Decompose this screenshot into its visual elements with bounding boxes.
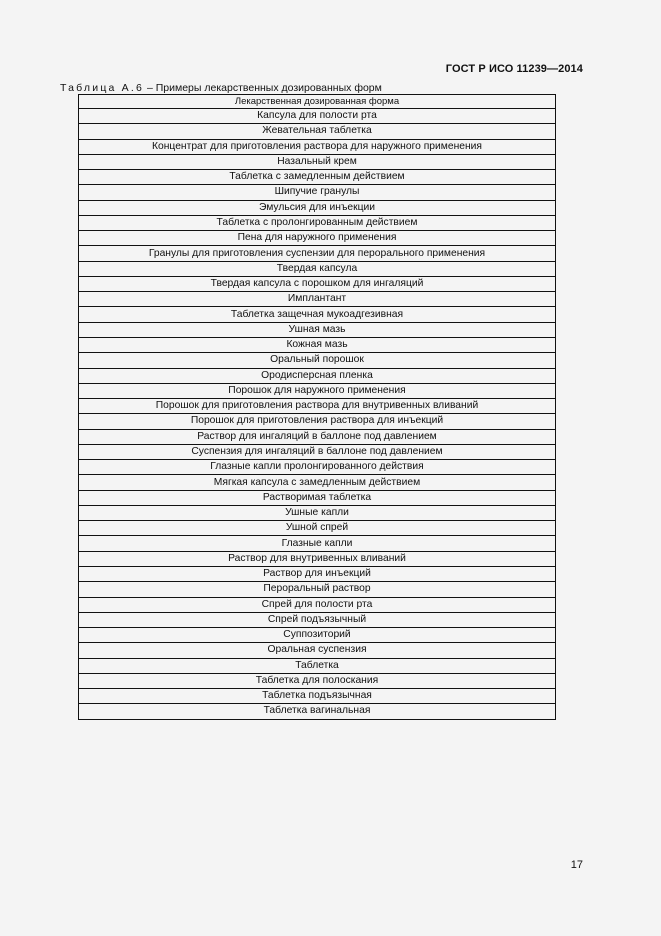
table-row — [79, 521, 556, 536]
table-cell: Таблетка для полоскания — [79, 673, 556, 688]
table-cell: Таблетка — [79, 658, 556, 673]
column-header: Лекарственная дозированная форма — [79, 95, 556, 109]
table-cell: Гранулы для приготовления суспензии для перорального применения — [79, 246, 556, 261]
table-row — [79, 185, 556, 200]
table-cell: Ородисперсная пленка — [79, 368, 556, 383]
table-cell: Раствор для инъекций — [79, 566, 556, 581]
table-row — [79, 582, 556, 597]
table-row — [79, 246, 556, 261]
table-cell: Назальный крем — [79, 154, 556, 169]
table-row — [79, 475, 556, 490]
table-row — [79, 231, 556, 246]
table-cell: Раствор для ингаляций в баллоне под давлением — [79, 429, 556, 444]
table-row — [79, 444, 556, 459]
table-row — [79, 490, 556, 505]
table-cell: Эмульсия для инъекции — [79, 200, 556, 215]
table-caption — [60, 82, 382, 94]
page-number: 17 — [570, 859, 583, 871]
table-row — [79, 399, 556, 414]
table-row — [79, 551, 556, 566]
table-row — [79, 368, 556, 383]
table-caption-dash: – — [146, 82, 153, 94]
table-row — [79, 200, 556, 215]
table-row — [79, 322, 556, 337]
table-row — [79, 536, 556, 551]
table-row — [79, 170, 556, 185]
document-code: ГОСТ Р ИСО 11239—2014 — [445, 63, 583, 75]
table-row — [79, 307, 556, 322]
table-cell: Глазные капли — [79, 536, 556, 551]
table-row — [79, 154, 556, 169]
table-row — [79, 414, 556, 429]
table-row — [79, 612, 556, 627]
table-cell: Таблетка подъязычная — [79, 689, 556, 704]
table-cell: Пена для наружного применения — [79, 231, 556, 246]
table-row — [79, 566, 556, 581]
table-cell: Таблетка с пролонгированным действием — [79, 215, 556, 230]
table-header-row — [79, 95, 556, 109]
table-row — [79, 597, 556, 612]
table-row — [79, 643, 556, 658]
table-cell: Порошок для наружного применения — [79, 383, 556, 398]
table-cell: Мягкая капсула с замедленным действием — [79, 475, 556, 490]
table-row — [79, 337, 556, 352]
table-row — [79, 628, 556, 643]
table-row — [79, 429, 556, 444]
table-cell: Таблетка с замедленным действием — [79, 170, 556, 185]
table-row — [79, 215, 556, 230]
table-row — [79, 292, 556, 307]
table-cell: Глазные капли пролонгированного действия — [79, 460, 556, 475]
dosage-forms-table — [78, 94, 556, 720]
table-cell: Оральный порошок — [79, 353, 556, 368]
table-cell: Таблетка защечная мукоадгезивная — [79, 307, 556, 322]
table-row — [79, 460, 556, 475]
table-cell: Спрей подъязычный — [79, 612, 556, 627]
table-row — [79, 383, 556, 398]
table-row — [79, 124, 556, 139]
table-cell: Жевательная таблетка — [79, 124, 556, 139]
table-cell: Твердая капсула — [79, 261, 556, 276]
table-cell: Порошок для приготовления раствора для инъекций — [79, 414, 556, 429]
table-cell: Ушной спрей — [79, 521, 556, 536]
table-cell: Концентрат для приготовления раствора для наружного применения — [79, 139, 556, 154]
table-cell: Растворимая таблетка — [79, 490, 556, 505]
table-cell: Суппозиторий — [79, 628, 556, 643]
table-cell: Ушные капли — [79, 505, 556, 520]
table-cell: Раствор для внутривенных вливаний — [79, 551, 556, 566]
table-body — [79, 109, 556, 720]
table-cell: Порошок для приготовления раствора для внутривенных вливаний — [79, 399, 556, 414]
table-cell: Пероральный раствор — [79, 582, 556, 597]
table-row — [79, 689, 556, 704]
table-cell: Капсула для полости рта — [79, 109, 556, 124]
table-row — [79, 505, 556, 520]
table-cell: Кожная мазь — [79, 337, 556, 352]
table-caption-label: Таблица А.6 — [60, 82, 145, 94]
table-cell: Оральная суспензия — [79, 643, 556, 658]
table-cell: Таблетка вагинальная — [79, 704, 556, 719]
table-row — [79, 658, 556, 673]
table-cell: Имплантант — [79, 292, 556, 307]
table-cell: Твердая капсула с порошком для ингаляций — [79, 276, 556, 291]
table-row — [79, 261, 556, 276]
table-cell: Шипучие гранулы — [79, 185, 556, 200]
table-cell: Суспензия для ингаляций в баллоне под давлением — [79, 444, 556, 459]
table-row — [79, 139, 556, 154]
table-row — [79, 276, 556, 291]
table-row — [79, 704, 556, 719]
table-row — [79, 109, 556, 124]
table-row — [79, 673, 556, 688]
table-caption-title: Примеры лекарственных дозированных форм — [155, 82, 382, 94]
table-row — [79, 353, 556, 368]
table-cell: Спрей для полости рта — [79, 597, 556, 612]
table-cell: Ушная мазь — [79, 322, 556, 337]
